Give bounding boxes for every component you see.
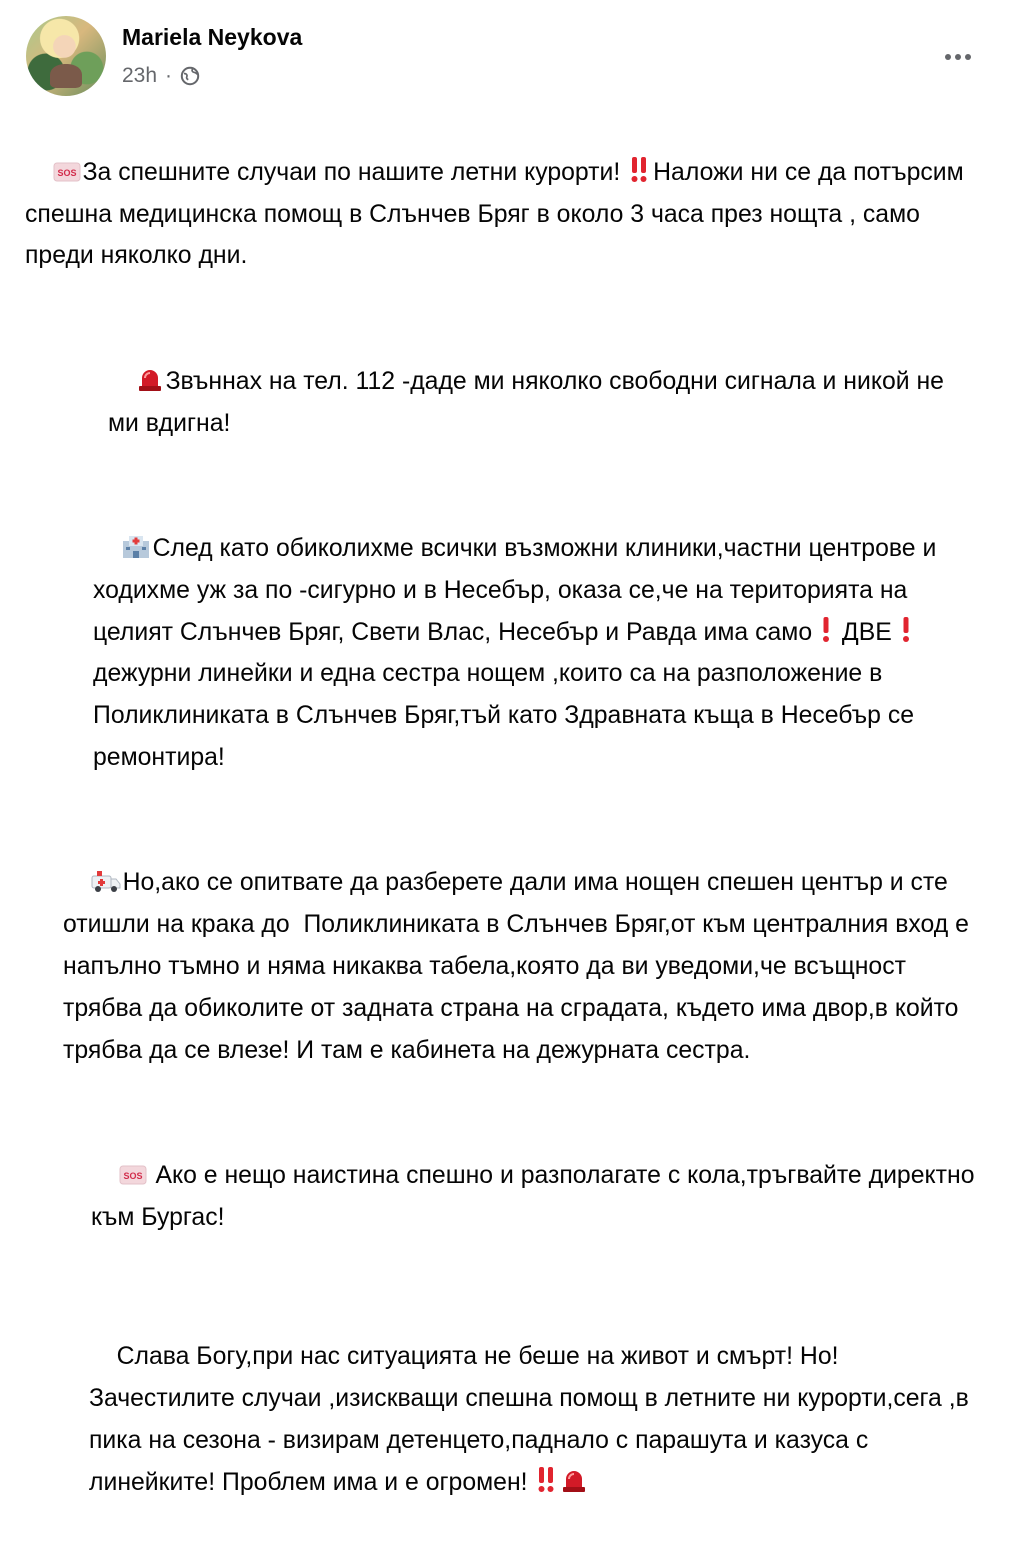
post-time[interactable]: 23h	[122, 64, 158, 87]
svg-text:SOS: SOS	[123, 1170, 143, 1181]
exclamation-icon	[819, 615, 833, 643]
post-paragraph	[25, 486, 980, 820]
double-exclamation-icon	[627, 155, 651, 183]
siren-icon	[560, 1467, 588, 1493]
globe-icon	[180, 66, 200, 86]
ambulance-icon	[91, 869, 121, 893]
exclamation-icon	[899, 615, 913, 643]
more-dot-icon	[955, 54, 961, 60]
sos-icon	[53, 161, 81, 183]
sos-icon	[119, 1164, 147, 1186]
author-name[interactable]: Mariela Neykova	[122, 24, 303, 50]
paragraph-text: Наложи ни се да потърсим спешна медицинска помощ в Слънчев Бряг в около 3 часа през нощта , само преди няколко дни.	[25, 158, 971, 270]
post-paragraph	[25, 821, 980, 1114]
paragraph-text: Но,ако се опитвате да разберете дали има нощен спешен център и сте отишли на крака до Поликлиниката в Слънчев Бряг,от към централния вход е напълно тъмно и няма никаква табела,която да ви уведоми,че всъщност трябва да обиколите от задната страна на сградата, където има двор,в който трябва да се влезе! И там е кабинета на дежурната сестра.	[63, 869, 976, 1064]
paragraph-text: Слава Богу,при нас ситуацията не беше на живот и смърт! Но! Зачестилите случаи ,изискващи спешна помощ в летните ни курорти,сега ,в пика на сезона - визирам детенцето,паднало с парашута и казуса с линейките! Проблем има и е огромен!	[89, 1343, 976, 1496]
paragraph-text: За спешните случаи по нашите летни курорти!	[82, 158, 628, 186]
hospital-icon	[121, 533, 151, 559]
post-paragraph	[25, 110, 980, 319]
post-paragraph	[25, 1113, 980, 1280]
post-paragraph	[25, 319, 980, 486]
paragraph-text: След като обиколихме всички възможни клиники,частни центрове и ходихме уж за по -сигурно и в Несебър, оказа се,че на територията на целият Слънчев Бряг, Свети Влас, Несебър и Равда има само	[93, 534, 944, 646]
post-meta	[122, 64, 200, 88]
paragraph-text: дежурни линейки и една сестра нощем ,които са на разположение в Поликлиниката в Слънчев Бряг,тъй като Здравната къща в Несебър се ремонтира!	[93, 618, 922, 771]
paragraph-text: ДВЕ	[835, 618, 899, 646]
more-dot-icon	[945, 54, 951, 60]
double-exclamation-icon	[534, 1465, 558, 1493]
more-options-button[interactable]	[940, 46, 976, 68]
svg-text:SOS: SOS	[57, 167, 77, 178]
author-avatar[interactable]	[26, 16, 106, 96]
paragraph-text: Ако е нещо наистина спешно и разполагате с кола,тръгвайте директно към Бургас!	[91, 1161, 982, 1231]
post-header	[26, 16, 986, 102]
paragraph-text: Звъннах на тел. 112 -даде ми няколко свободни сигнала и никой не ми вдигна!	[108, 367, 951, 437]
siren-icon	[136, 366, 164, 392]
meta-separator: ·	[165, 64, 173, 87]
more-dot-icon	[965, 54, 971, 60]
post-paragraph	[25, 1294, 980, 1545]
post-body	[25, 110, 980, 1545]
paragraph-spacer	[25, 1280, 980, 1294]
